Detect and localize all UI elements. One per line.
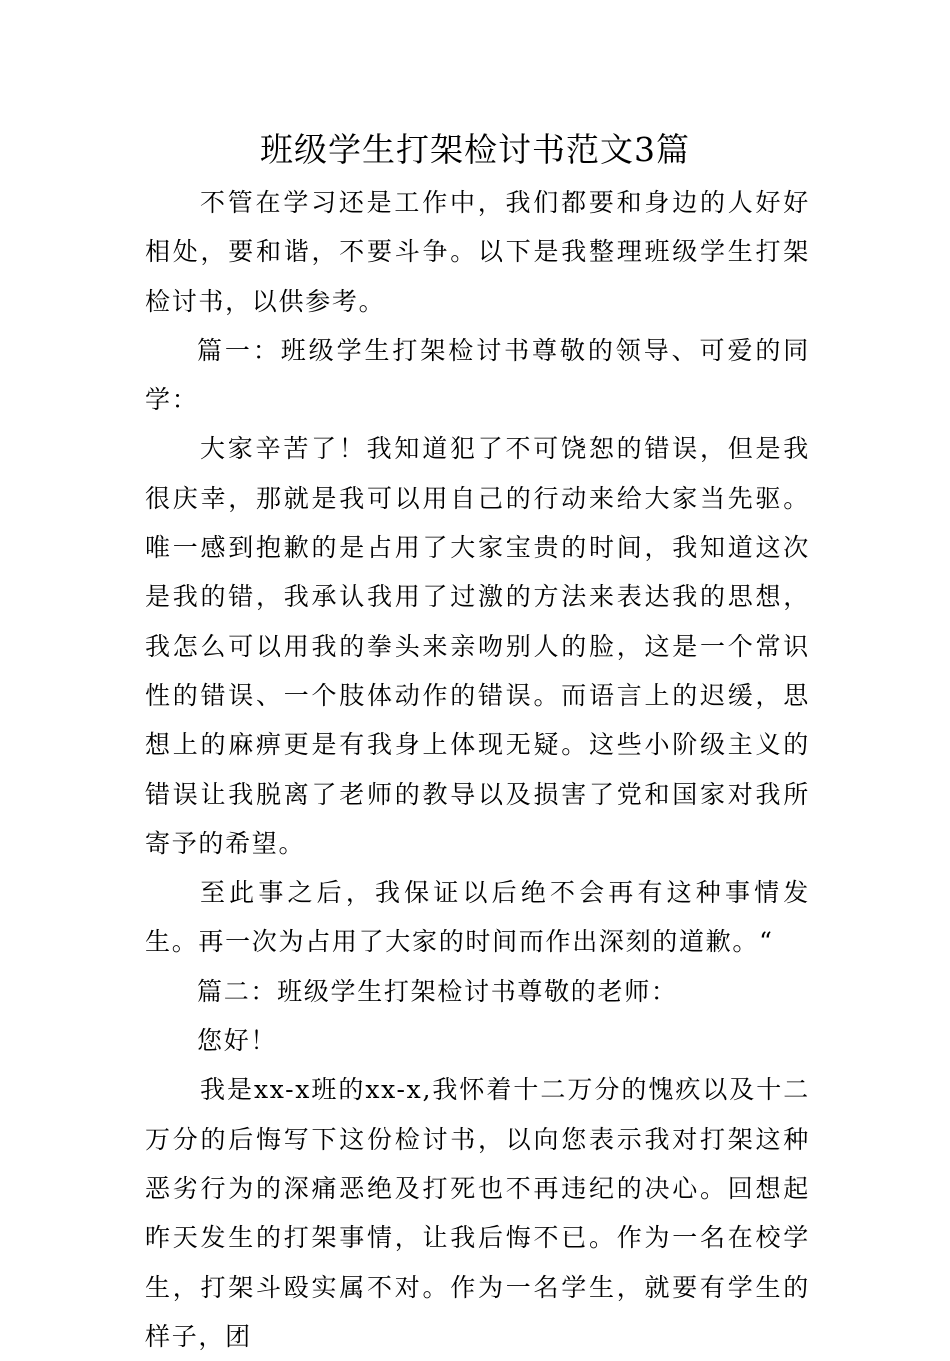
section-one-body: 大家辛苦了！我知道犯了不可饶恕的错误，但是我很庆幸，那就是我可以用自己的行动来给大家当先驱。唯一感到抱歉的是占用了大家宝贵的时间，我知道这次是我的错，我承认我用了过激的方法来表达我的思想，我怎么可以用我的拳头来亲吻别人的脸，这是一个常识性的错误、一个肢体动作的错误。而语言上的迟缓，思想上的麻痹更是有我身上体现无疑。这些小阶级主义的错误让我脱离了老师的教导以及损害了党和国家对我所寄予的希望。	[145, 434, 810, 858]
document-title: 班级学生打架检讨书范文3篇	[260, 130, 690, 169]
section-two-greeting: 您好！	[197, 1026, 278, 1056]
intro-paragraph: 不管在学习还是工作中，我们都要和身边的人好好相处，要和谐，不要斗争。以下是我整理班级学生打架检讨书，以供参考。	[145, 188, 810, 316]
section-two-body: 我是xx-x班的xx-x,我怀着十二万分的愧疚以及十二万分的后悔写下这份检讨书，以向您表示我对打架这种恶劣行为的深痛恶绝及打死也不再违纪的决心。回想起昨天发生的打架事情，让我后悔不已。作为一名在校学生，打架斗殴实属不对。作为一名学生，就要有学生的样子，团	[145, 1075, 810, 1351]
section-one-heading: 篇一：班级学生打架检讨书尊敬的领导、可爱的同学：	[145, 335, 810, 415]
section-two-heading: 篇二：班级学生打架检讨书尊敬的老师：	[197, 976, 678, 1006]
document-body	[145, 178, 810, 1361]
section-one-closing: 至此事之后，我保证以后绝不会再有这种事情发生。再一次为占用了大家的时间而作出深刻的道歉。“	[145, 878, 810, 957]
